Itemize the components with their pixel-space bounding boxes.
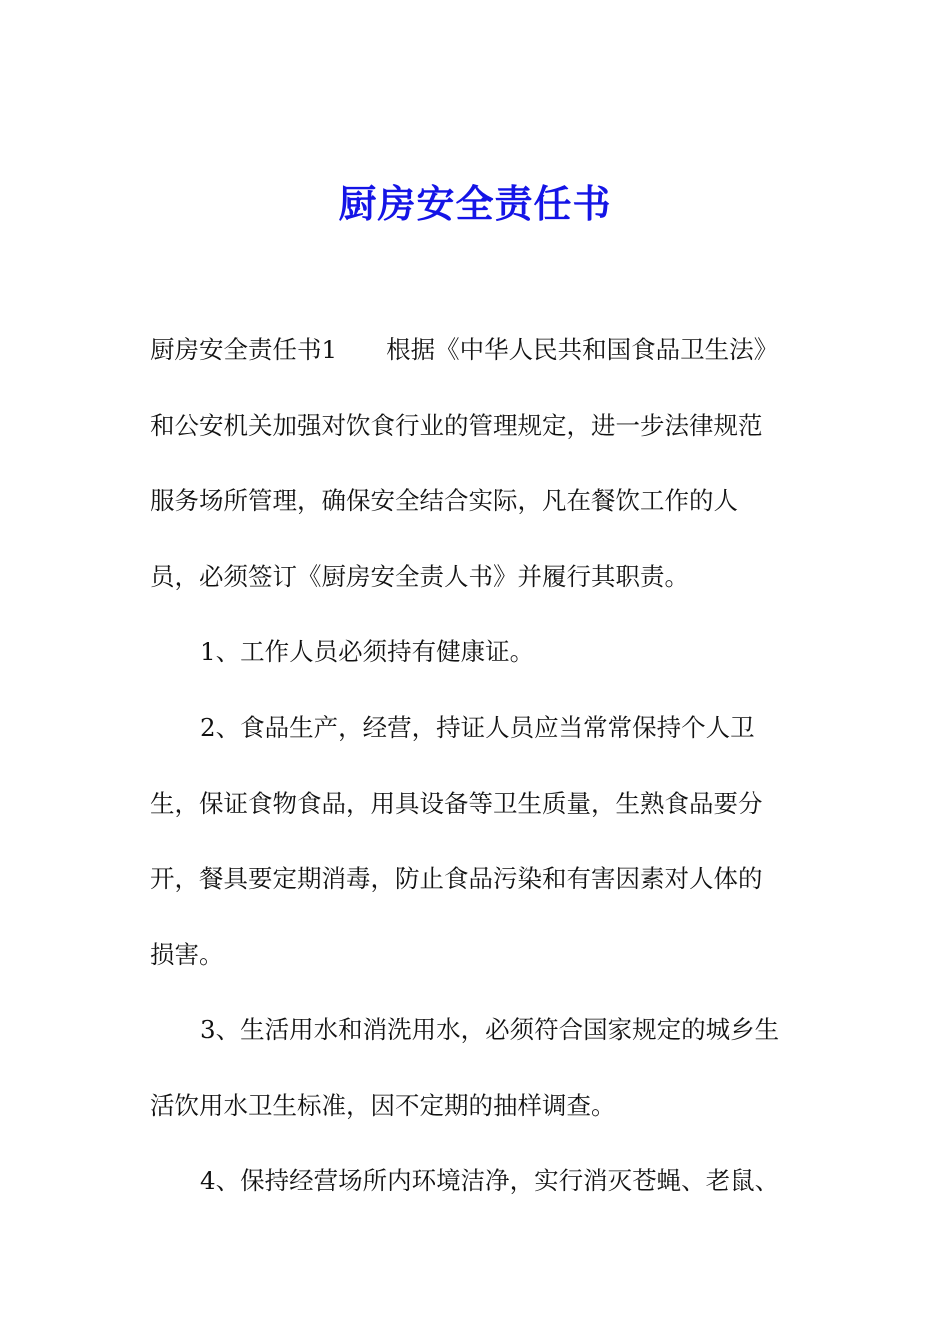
item-2-line-4: 损害。 [150,940,224,969]
paragraph-1-line-3: 服务场所管理，确保安全结合实际，凡在餐饮工作的人 [150,486,738,515]
paragraph-1-line-4: 员，必须签订《厨房安全责人书》并履行其职责。 [150,562,689,591]
item-3-line-2: 活饮用水卫生标准，因不定期的抽样调查。 [150,1091,616,1120]
item-2-line-2: 生，保证食物食品，用具设备等卫生质量，生熟食品要分 [150,789,763,818]
paragraph-1-line-2: 和公安机关加强对饮食行业的管理规定，进一步法律规范 [150,411,763,440]
document-title: 厨房安全责任书 [338,181,612,226]
item-2-line-3: 开，餐具要定期消毒，防止食品污染和有害因素对人体的 [150,864,763,893]
item-1-line-1: 1、工作人员必须持有健康证。 [200,637,535,666]
item-2-line-1: 2、食品生产，经营，持证人员应当常常保持个人卫 [200,713,755,742]
item-4-line-1: 4、保持经营场所内环境洁净，实行消灭苍蝇、老鼠、 [200,1166,780,1195]
paragraph-1-line-1: 厨房安全责任书1 根据《中华人民共和国食品卫生法》 [150,335,779,364]
item-3-line-1: 3、生活用水和消洗用水，必须符合国家规定的城乡生 [200,1015,780,1044]
